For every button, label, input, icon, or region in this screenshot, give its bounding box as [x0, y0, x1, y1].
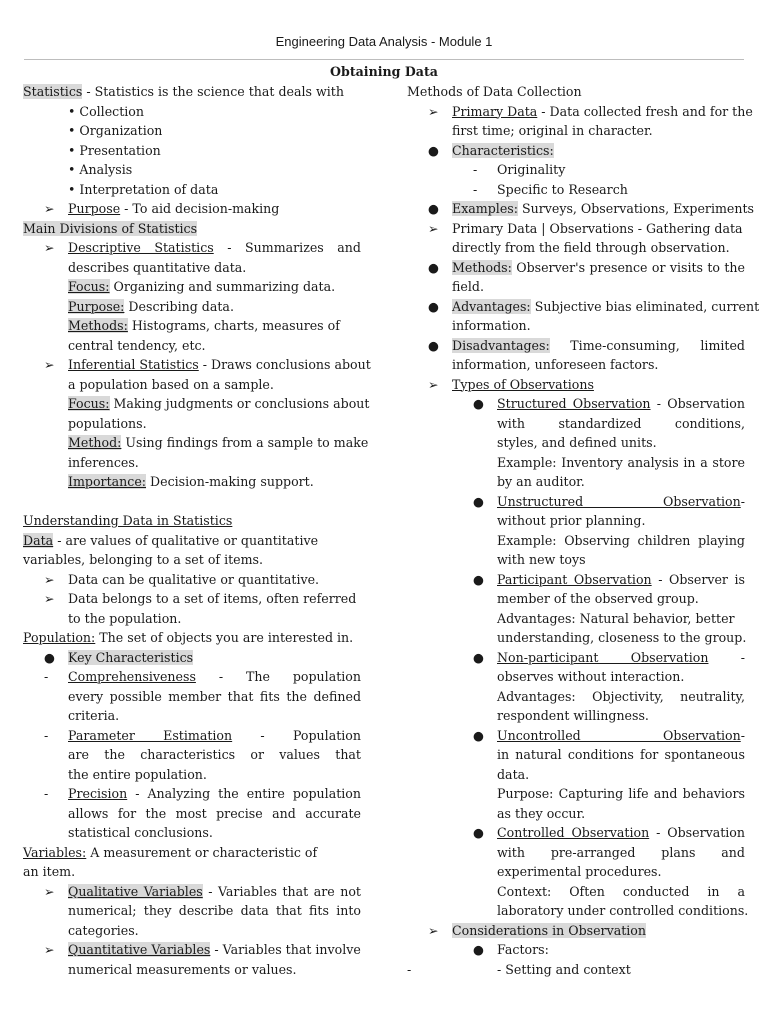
section-heading: Main Divisions of Statistics	[23, 220, 198, 236]
list-item: ● Disadvantages: Time-consuming, limited	[407, 336, 745, 356]
list-item: ● Key Characteristics	[23, 648, 361, 668]
arrow-icon: ➢	[428, 103, 439, 119]
dash-icon: -	[407, 961, 412, 977]
inferential-statistics: ➢ Inferential Statistics - Draws conclusions about	[23, 355, 361, 375]
list-item: ● Non-participant Observation -	[407, 648, 745, 668]
section-heading: Understanding Data in Statistics	[23, 513, 233, 528]
dash-icon: -	[473, 162, 478, 177]
list-item: • Analysis	[68, 162, 133, 177]
dash-icon: -	[44, 786, 49, 801]
list-item: ➢ Quantitative Variables - Variables that involve	[23, 940, 361, 960]
arrow-icon: ➢	[428, 220, 439, 236]
list-item: - Parameter Estimation - Population	[23, 726, 361, 746]
arrow-icon: ➢	[428, 376, 439, 392]
list-item: - Comprehensiveness - The population	[23, 667, 361, 687]
document-title: Obtaining Data	[330, 64, 438, 79]
header-divider	[24, 59, 744, 60]
list-item: ● Controlled Observation - Observation	[407, 823, 745, 843]
data-definition: Data - are values of qualitative or quantitative	[23, 532, 319, 548]
arrow-icon: ➢	[44, 571, 55, 587]
list-item: - Specific to Research	[407, 180, 745, 200]
page-header: Engineering Data Analysis - Module 1	[275, 34, 493, 49]
bullet-icon: ●	[473, 942, 484, 957]
bullet-icon: ●	[473, 571, 484, 587]
list-item: • Organization	[68, 123, 163, 138]
statistics-term: Statistics	[23, 84, 83, 99]
list-item: ➢ Primary Data | Observations - Gathering data	[407, 219, 745, 239]
bullet-icon: ●	[473, 727, 484, 743]
descriptive-statistics: ➢ Descriptive Statistics - Summarizes and	[23, 238, 361, 258]
arrow-icon: ➢	[44, 201, 55, 216]
list-item: ● Advantages: Subjective bias eliminated, current	[407, 297, 745, 317]
list-item: - Originality	[407, 160, 745, 180]
list-item: - Precision - Analyzing the entire population	[23, 784, 361, 804]
bullet-icon: ●	[428, 201, 439, 216]
arrow-icon: ➢	[44, 591, 55, 606]
bullet-icon: ●	[473, 396, 484, 411]
arrow-icon: ➢	[428, 922, 439, 938]
dash-icon: -	[473, 181, 478, 197]
list-item: ● Factors:	[407, 940, 745, 960]
statistics-definition: Statistics - Statistics is the science that deals with	[23, 84, 344, 99]
list-item: ➢ Data belongs to a set of items, often referred	[23, 589, 361, 609]
bullet-icon: ●	[428, 142, 439, 158]
bullet-icon: ●	[428, 337, 439, 353]
list-item: ➢ Types of Observations	[407, 375, 745, 395]
list-item: ● Methods: Observer's presence or visits to the	[407, 258, 745, 278]
variables-definition: Variables: A measurement or characteristic of	[23, 844, 318, 860]
arrow-icon: ➢	[44, 883, 55, 899]
arrow-icon: ➢	[44, 357, 55, 372]
list-item: ● Participant Observation - Observer is	[407, 570, 745, 590]
left-column: Statistics - Statistics is the science that deals with • Collection • Organization • Presentation • Analysis • Interpretation of data ➢ Purpose - To aid decision-making Main Divisions of Statistics ➢ Descriptive Statistics - Summarizes and describes quantitative data. Focus: Organizing and summarizing data. Purpose: Describing data. Methods: Histograms, charts, measures of central tendency, etc. ➢ Inferential Statistics - Draws conclusions about a population based on a sample. Focus: Making judgments or conclusions about populations. Method: Using findings from a sample to make inferences. Importance: Decision-making support. Understanding Data in Statistics Data - are values of qualitative or quantitative variables, belonging to a set of items. ➢ Data can be qualitative or quantitative. ➢ Data belongs to a set of items, often referred to the population. Population: The set of objects you are interested in. ● Key Characteristics - Comprehensiveness - The population every possible member that fits the defined criteria. - Parameter Estimation - Population are the characteristics or values that the entire population. - Precision - Analyzing the entire population allows for the most precise and accurate statistical conclusions. Variables: A measurement or characteristic of an item. ➢ Qualitative Variables - Variables that are not numerical; they describe data that fits into categories. ➢ Quantitative Variables - Variables that involve numerical measurements or values.	[23, 84, 371, 977]
arrow-icon: ➢	[44, 942, 55, 957]
list-item: ● Characteristics:	[407, 141, 745, 161]
arrow-icon: ➢	[44, 240, 55, 255]
dash-icon: -	[44, 669, 49, 684]
purpose-line: ➢ Purpose - To aid decision-making	[23, 199, 361, 219]
bullet-icon: ●	[428, 298, 439, 314]
list-item: ● Uncontrolled Observation-	[407, 726, 745, 746]
list-item: • Presentation	[68, 142, 161, 158]
bullet-icon: ●	[44, 649, 55, 665]
list-item: ● Structured Observation - Observation	[407, 394, 745, 414]
list-item: ● Unstructured Observation-	[407, 492, 745, 512]
right-column: Methods of Data Collection ➢ Primary Data - Data collected fresh and for the first time; original in character. ● Characteristics: - Originality - Specific to Research ● Examples: Surveys, Observations, Experiments ➢ Primary Data | Observations - Gathering data directly from the field through observation. ● Methods: Observer's presence or visits to the field. ● Advantages: Subjective bias eliminated, current information. ● Disadvantages: Time-consuming, limited information, unforeseen factors. ➢ Types of Observations ● Structured Observation - Observation with standardized conditions, styles, and defined units. Example: Inventory analysis in a store by an auditor. ● Unstructured Observation- without prior planning. Example: Observing children playing with new toys ● Participant Observation - Observer is member of the observed group. Advantages: Natural behavior, better understanding, closeness to the group. ● Non-participant Observation - observes without interaction. Advantages: Objectivity, neutrality, respondent willingness. ● Uncontrolled Observation- in natural conditions for spontaneous data. Purpose: Capturing life and behaviors as they occur. ● Controlled Observation - Observation with pre-arranged plans and experimental procedures. Context: Often conducted in a laboratory under controlled conditions. ➢ Considerations in Observation ● Factors: - - Setting and context	[407, 82, 745, 979]
population-definition: Population: The set of objects you are interested in.	[23, 630, 354, 645]
bullet-icon: ●	[473, 493, 484, 509]
bullet-icon: ●	[473, 649, 484, 665]
list-item: ➢ Data can be qualitative or quantitative.	[23, 570, 361, 590]
primary-data: ➢ Primary Data - Data collected fresh and for the	[407, 102, 745, 122]
dash-icon: -	[44, 727, 49, 743]
list-item: ➢ Considerations in Observation	[407, 921, 745, 941]
list-item: - - Setting and context	[407, 960, 745, 980]
bullet-icon: ●	[473, 825, 484, 840]
list-item: ➢ Qualitative Variables - Variables that are not	[23, 882, 361, 902]
list-item: • Collection	[68, 103, 144, 119]
bullet-icon: ●	[428, 259, 439, 275]
list-item: ● Examples: Surveys, Observations, Experiments	[407, 199, 745, 219]
section-heading: Methods of Data Collection	[407, 84, 582, 99]
list-item: • Interpretation of data	[68, 181, 219, 197]
